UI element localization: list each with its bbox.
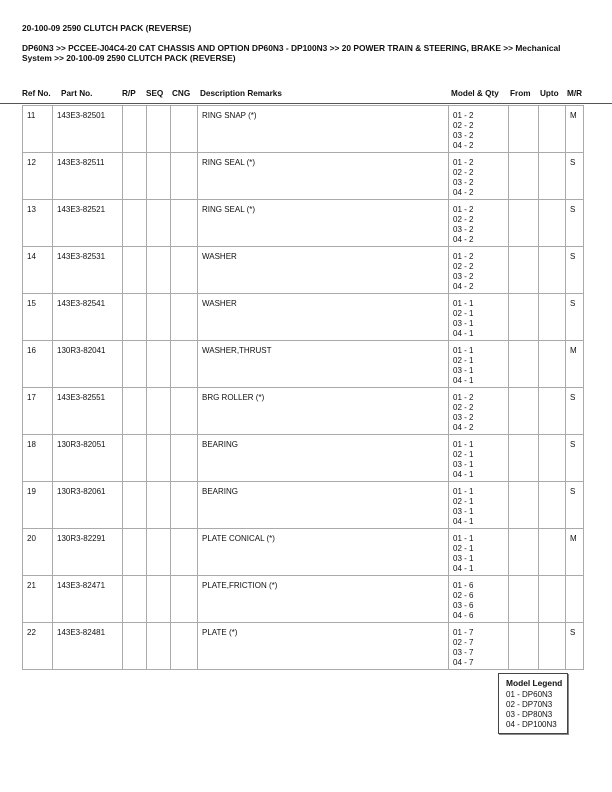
seq-cell [147, 341, 171, 388]
ref-cell: 12 [23, 153, 53, 200]
upto-cell [539, 106, 566, 153]
cng-cell [171, 435, 198, 482]
model-legend [498, 673, 568, 734]
table-row [23, 482, 584, 529]
description-cell: WASHER,THRUST [198, 341, 449, 388]
mr-cell [566, 576, 584, 623]
seq-cell [147, 294, 171, 341]
from-cell [509, 106, 539, 153]
model-qty: 04 - 2 [453, 141, 474, 150]
table-row [23, 435, 584, 482]
column-header: Upto [540, 89, 559, 98]
upto-cell [539, 247, 566, 294]
model-qty: 04 - 1 [453, 517, 474, 526]
cng-cell [171, 247, 198, 294]
legend-item: 02 - DP70N3 [506, 700, 553, 709]
model-qty: 01 - 2 [453, 252, 474, 261]
rp-cell [123, 529, 147, 576]
upto-cell [539, 529, 566, 576]
model-qty: 02 - 2 [453, 262, 474, 271]
seq-cell [147, 435, 171, 482]
model-qty: 03 - 7 [453, 648, 474, 657]
model-qty-cell [449, 153, 509, 200]
model-qty: 03 - 2 [453, 225, 474, 234]
cng-cell [171, 294, 198, 341]
model-qty: 04 - 2 [453, 282, 474, 291]
mr-cell: M [566, 529, 584, 576]
part-number-cell: 130R3-82051 [53, 435, 123, 482]
from-cell [509, 341, 539, 388]
legend-item: 04 - DP100N3 [506, 720, 557, 729]
model-qty: 04 - 2 [453, 188, 474, 197]
model-qty: 03 - 1 [453, 460, 474, 469]
model-qty-cell [449, 388, 509, 435]
part-number-cell: 143E3-82511 [53, 153, 123, 200]
cng-cell [171, 153, 198, 200]
legend-item: 01 - DP60N3 [506, 690, 553, 699]
description-cell: PLATE CONICAL (*) [198, 529, 449, 576]
from-cell [509, 200, 539, 247]
from-cell [509, 623, 539, 670]
model-qty-cell [449, 106, 509, 153]
from-cell [509, 576, 539, 623]
rp-cell [123, 482, 147, 529]
cng-cell [171, 529, 198, 576]
table-row [23, 247, 584, 294]
model-qty: 03 - 1 [453, 319, 474, 328]
cng-cell [171, 106, 198, 153]
cng-cell [171, 482, 198, 529]
model-qty: 03 - 2 [453, 178, 474, 187]
column-header: From [510, 89, 531, 98]
parts-table [22, 105, 584, 670]
seq-cell [147, 623, 171, 670]
ref-cell: 17 [23, 388, 53, 435]
description-cell: WASHER [198, 294, 449, 341]
header-divider [0, 103, 612, 104]
part-number-cell: 143E3-82501 [53, 106, 123, 153]
mr-cell: S [566, 294, 584, 341]
model-qty: 02 - 7 [453, 638, 474, 647]
model-qty-cell [449, 623, 509, 670]
seq-cell [147, 388, 171, 435]
mr-cell: S [566, 200, 584, 247]
seq-cell [147, 529, 171, 576]
mr-cell: S [566, 388, 584, 435]
upto-cell [539, 388, 566, 435]
model-qty: 01 - 7 [453, 628, 474, 637]
table-row [23, 341, 584, 388]
from-cell [509, 247, 539, 294]
mr-cell: S [566, 623, 584, 670]
model-qty: 01 - 2 [453, 111, 474, 120]
description-cell: WASHER [198, 247, 449, 294]
part-number-cell: 143E3-82481 [53, 623, 123, 670]
part-number-cell: 143E3-82471 [53, 576, 123, 623]
legend-item: 03 - DP80N3 [506, 710, 553, 719]
column-header: Model & Qty [451, 89, 499, 98]
model-qty: 02 - 2 [453, 403, 474, 412]
column-header: Description Remarks [200, 89, 282, 98]
description-cell: RING SEAL (*) [198, 153, 449, 200]
model-qty: 01 - 1 [453, 299, 474, 308]
model-qty: 04 - 7 [453, 658, 474, 667]
part-number-cell: 143E3-82551 [53, 388, 123, 435]
ref-cell: 14 [23, 247, 53, 294]
upto-cell [539, 435, 566, 482]
cng-cell [171, 388, 198, 435]
model-qty: 01 - 1 [453, 487, 474, 496]
model-qty-cell [449, 435, 509, 482]
rp-cell [123, 388, 147, 435]
model-qty: 03 - 1 [453, 366, 474, 375]
model-qty: 01 - 2 [453, 205, 474, 214]
model-qty-cell [449, 341, 509, 388]
part-number-cell: 130R3-82291 [53, 529, 123, 576]
model-qty-cell [449, 200, 509, 247]
table-row [23, 388, 584, 435]
seq-cell [147, 576, 171, 623]
mr-cell: S [566, 153, 584, 200]
from-cell [509, 529, 539, 576]
model-qty: 03 - 6 [453, 601, 474, 610]
table-row [23, 106, 584, 153]
cng-cell [171, 576, 198, 623]
part-number-cell: 130R3-82061 [53, 482, 123, 529]
column-header: Ref No. [22, 89, 51, 98]
model-qty: 02 - 1 [453, 544, 474, 553]
breadcrumb: DP60N3 >> PCCEE-J04C4-20 CAT CHASSIS AND OPTION DP60N3 - DP100N3 >> 20 POWER TRAIN & STEERING, BRAKE >> Mechanical System >> 20-100-09 2590 CLUTCH PACK (REVERSE) [22, 43, 561, 63]
model-qty: 02 - 1 [453, 450, 474, 459]
part-number-cell: 143E3-82531 [53, 247, 123, 294]
model-qty-cell [449, 576, 509, 623]
seq-cell [147, 247, 171, 294]
upto-cell [539, 623, 566, 670]
ref-cell: 15 [23, 294, 53, 341]
ref-cell: 20 [23, 529, 53, 576]
column-header: M/R [567, 89, 583, 98]
legend-title: Model Legend [506, 678, 563, 688]
cng-cell [171, 623, 198, 670]
model-qty-cell [449, 294, 509, 341]
from-cell [509, 388, 539, 435]
model-qty: 03 - 2 [453, 413, 474, 422]
ref-cell: 16 [23, 341, 53, 388]
rp-cell [123, 341, 147, 388]
part-number-cell: 143E3-82521 [53, 200, 123, 247]
mr-cell: M [566, 341, 584, 388]
table-row [23, 529, 584, 576]
seq-cell [147, 153, 171, 200]
description-cell: BEARING [198, 482, 449, 529]
table-row [23, 153, 584, 200]
model-qty: 03 - 2 [453, 272, 474, 281]
upto-cell [539, 294, 566, 341]
description-cell: BEARING [198, 435, 449, 482]
rp-cell [123, 294, 147, 341]
mr-cell: S [566, 435, 584, 482]
model-qty: 01 - 1 [453, 346, 474, 355]
model-qty: 04 - 2 [453, 423, 474, 432]
rp-cell [123, 623, 147, 670]
model-qty: 04 - 6 [453, 611, 474, 620]
column-header: SEQ [146, 89, 164, 98]
page-title: 20-100-09 2590 CLUTCH PACK (REVERSE) [22, 23, 192, 33]
model-qty: 02 - 1 [453, 497, 474, 506]
description-cell: BRG ROLLER (*) [198, 388, 449, 435]
model-qty: 02 - 6 [453, 591, 474, 600]
seq-cell [147, 200, 171, 247]
model-qty-cell [449, 482, 509, 529]
model-qty: 02 - 2 [453, 168, 474, 177]
table-row [23, 200, 584, 247]
upto-cell [539, 341, 566, 388]
part-number-cell: 143E3-82541 [53, 294, 123, 341]
description-cell: RING SEAL (*) [198, 200, 449, 247]
part-number-cell: 130R3-82041 [53, 341, 123, 388]
model-qty: 02 - 2 [453, 121, 474, 130]
rp-cell [123, 247, 147, 294]
column-header: R/P [122, 89, 136, 98]
model-qty: 04 - 1 [453, 376, 474, 385]
from-cell [509, 294, 539, 341]
description-cell: RING SNAP (*) [198, 106, 449, 153]
seq-cell [147, 106, 171, 153]
model-qty: 04 - 1 [453, 564, 474, 573]
cng-cell [171, 341, 198, 388]
description-cell: PLATE (*) [198, 623, 449, 670]
upto-cell [539, 200, 566, 247]
table-row [23, 294, 584, 341]
from-cell [509, 482, 539, 529]
rp-cell [123, 576, 147, 623]
from-cell [509, 153, 539, 200]
model-qty: 04 - 2 [453, 235, 474, 244]
rp-cell [123, 200, 147, 247]
rp-cell [123, 106, 147, 153]
model-qty: 04 - 1 [453, 470, 474, 479]
ref-cell: 13 [23, 200, 53, 247]
from-cell [509, 435, 539, 482]
model-qty: 01 - 2 [453, 158, 474, 167]
model-qty: 03 - 2 [453, 131, 474, 140]
model-qty: 02 - 1 [453, 309, 474, 318]
mr-cell: S [566, 482, 584, 529]
cng-cell [171, 200, 198, 247]
model-qty: 03 - 1 [453, 554, 474, 563]
table-row [23, 576, 584, 623]
description-cell: PLATE,FRICTION (*) [198, 576, 449, 623]
model-qty: 01 - 1 [453, 534, 474, 543]
rp-cell [123, 153, 147, 200]
seq-cell [147, 482, 171, 529]
model-qty: 01 - 1 [453, 440, 474, 449]
model-qty: 02 - 2 [453, 215, 474, 224]
model-qty-cell [449, 247, 509, 294]
ref-cell: 18 [23, 435, 53, 482]
model-qty: 01 - 6 [453, 581, 474, 590]
ref-cell: 19 [23, 482, 53, 529]
table-row [23, 623, 584, 670]
ref-cell: 11 [23, 106, 53, 153]
column-header: Part No. [61, 89, 93, 98]
upto-cell [539, 482, 566, 529]
upto-cell [539, 576, 566, 623]
upto-cell [539, 153, 566, 200]
mr-cell: S [566, 247, 584, 294]
rp-cell [123, 435, 147, 482]
mr-cell: M [566, 106, 584, 153]
model-qty-cell [449, 529, 509, 576]
ref-cell: 21 [23, 576, 53, 623]
model-qty: 04 - 1 [453, 329, 474, 338]
column-header: CNG [172, 89, 191, 98]
model-qty: 03 - 1 [453, 507, 474, 516]
model-qty: 02 - 1 [453, 356, 474, 365]
ref-cell: 22 [23, 623, 53, 670]
model-qty: 01 - 2 [453, 393, 474, 402]
